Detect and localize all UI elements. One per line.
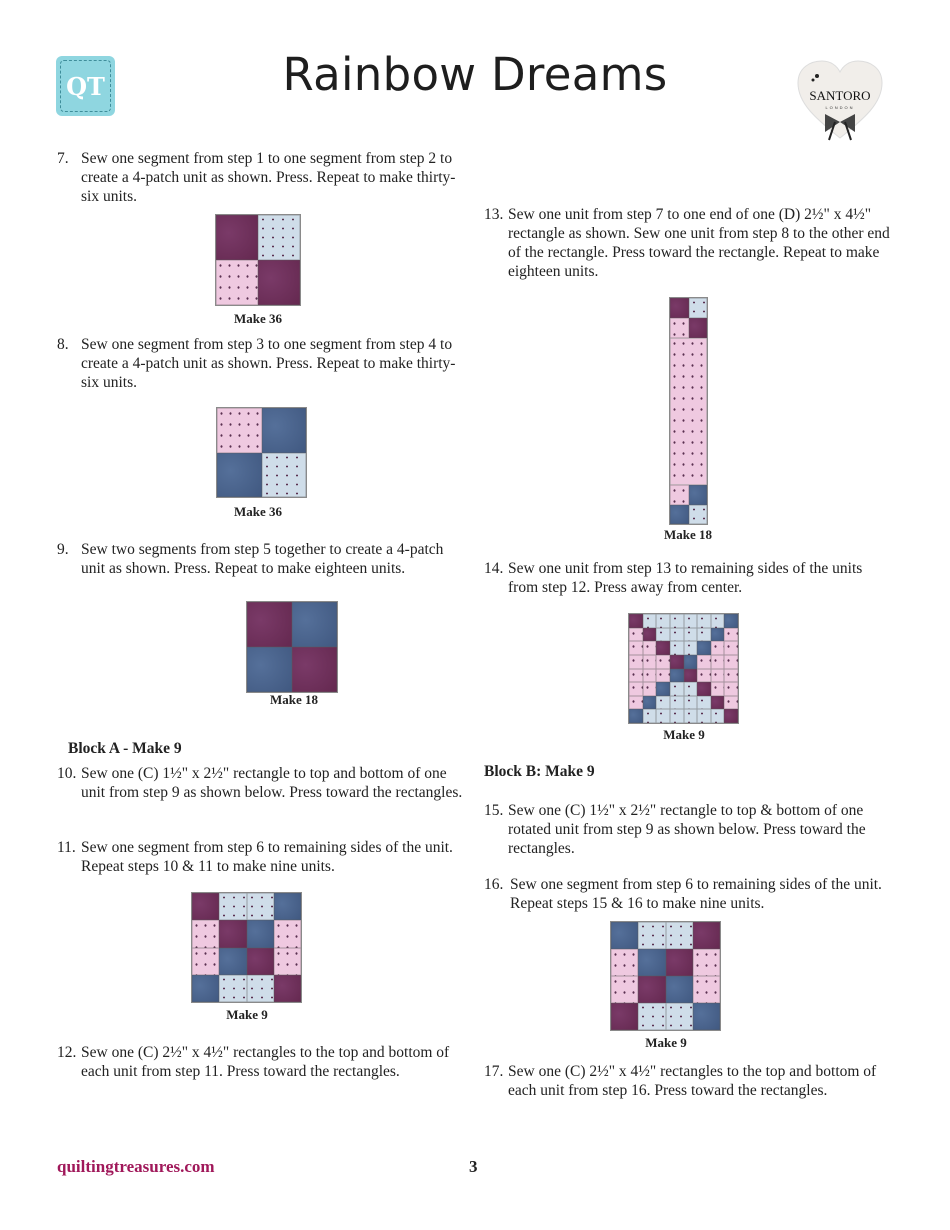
- pink-patch: [629, 682, 643, 696]
- blue-patch: [724, 614, 738, 628]
- blue-patch: [262, 408, 307, 453]
- pink-patch: [724, 655, 738, 669]
- light-blue-patch: [684, 696, 698, 710]
- purple-patch: [629, 614, 643, 628]
- block-a-finished-figure: [629, 614, 738, 723]
- blue-patch: [670, 505, 689, 525]
- light-blue-patch: [670, 696, 684, 710]
- pink-patch: [216, 260, 258, 305]
- blue-patch: [693, 1003, 720, 1030]
- pink-patch: [711, 655, 725, 669]
- four-patch-figure: [217, 408, 306, 497]
- blue-patch: [697, 641, 711, 655]
- light-blue-patch: [247, 975, 274, 1002]
- pink-patch: [724, 682, 738, 696]
- purple-patch: [611, 1003, 638, 1030]
- page-number: 3: [469, 1157, 478, 1176]
- purple-patch: [670, 298, 689, 318]
- light-blue-patch: [656, 628, 670, 642]
- website-link[interactable]: quiltingtreasures.com: [57, 1157, 215, 1176]
- light-blue-patch: [689, 505, 708, 525]
- light-blue-patch: [247, 893, 274, 920]
- pink-patch: [711, 669, 725, 683]
- purple-patch: [689, 318, 708, 338]
- light-blue-patch: [670, 709, 684, 723]
- blue-patch: [247, 647, 292, 692]
- block-b-figure: [611, 922, 720, 1030]
- blue-patch: [219, 948, 246, 975]
- blue-patch: [711, 628, 725, 642]
- pink-patch: [629, 641, 643, 655]
- page-title: Rainbow Dreams: [282, 48, 668, 101]
- light-blue-patch: [711, 614, 725, 628]
- light-blue-patch: [670, 614, 684, 628]
- blue-patch: [638, 949, 665, 976]
- step-7: 7. Sew one segment from step 1 to one segment from step 2 to create a 4-patch unit as shown. Press. Repeat to make thirty-six units.: [57, 150, 456, 205]
- blue-patch: [629, 709, 643, 723]
- pink-patch: [697, 655, 711, 669]
- pink-patch: [697, 669, 711, 683]
- pink-patch: [629, 655, 643, 669]
- pink-patch: [711, 682, 725, 696]
- light-blue-patch: [684, 641, 698, 655]
- step-14: 14. Sew one unit from step 13 to remaining sides of the units from step 12. Press away from center.: [484, 560, 863, 596]
- light-blue-patch: [670, 628, 684, 642]
- light-blue-patch: [684, 614, 698, 628]
- blue-patch: [670, 669, 684, 683]
- step-11: 11. Sew one segment from step 6 to remaining sides of the unit. Repeat steps 10 & 11 to make nine units.: [57, 839, 453, 875]
- pink-patch: [274, 948, 301, 975]
- pink-patch: [724, 628, 738, 642]
- blue-patch: [643, 696, 657, 710]
- pink-patch: [724, 641, 738, 655]
- light-blue-patch: [262, 453, 307, 498]
- light-blue-patch: [684, 709, 698, 723]
- pink-patch: [192, 948, 219, 975]
- light-blue-patch: [697, 628, 711, 642]
- blue-patch: [666, 976, 693, 1003]
- pink-patch: [656, 655, 670, 669]
- pink-patch: [611, 949, 638, 976]
- light-blue-patch: [697, 709, 711, 723]
- light-blue-patch: [689, 298, 708, 318]
- pink-patch: [670, 318, 689, 338]
- svg-text:SANTORO: SANTORO: [809, 88, 871, 103]
- pink-patch: [611, 976, 638, 1003]
- light-blue-patch: [684, 628, 698, 642]
- blue-patch: [247, 920, 274, 947]
- blue-patch: [689, 485, 708, 505]
- purple-patch: [724, 709, 738, 723]
- purple-patch: [656, 641, 670, 655]
- caption: Make 18: [663, 527, 713, 542]
- santoro-logo: [795, 58, 885, 143]
- qt-logo: QT: [56, 56, 115, 116]
- caption: Make 9: [663, 727, 705, 742]
- pink-patch: [192, 920, 219, 947]
- purple-patch: [693, 922, 720, 949]
- light-blue-patch: [638, 922, 665, 949]
- pink-patch: [693, 976, 720, 1003]
- purple-patch: [274, 975, 301, 1002]
- step-16: 16. Sew one segment from step 6 to remaining sides of the unit. Repeat steps 15 & 16 to make nine units.: [484, 876, 882, 912]
- purple-patch: [697, 682, 711, 696]
- svg-text:LONDON: LONDON: [825, 105, 855, 110]
- pink-patch: [693, 949, 720, 976]
- pink-patch: [217, 408, 262, 453]
- step-12: 12. Sew one (C) 2½" x 4½" rectangles to the top and bottom of each unit from step 11. Press toward the rectangles.: [57, 1044, 450, 1080]
- blue-patch: [684, 655, 698, 669]
- purple-patch: [258, 260, 300, 305]
- light-blue-patch: [638, 1003, 665, 1030]
- purple-patch: [670, 655, 684, 669]
- pink-patch: [711, 641, 725, 655]
- caption: Make 36: [233, 311, 283, 326]
- pink-patch: [629, 696, 643, 710]
- block-a-heading: Block A - Make 9: [68, 740, 182, 757]
- blue-patch: [274, 893, 301, 920]
- caption: Make 18: [269, 692, 319, 707]
- light-blue-patch: [670, 641, 684, 655]
- pink-patch: [724, 669, 738, 683]
- light-blue-patch: [697, 614, 711, 628]
- purple-patch: [292, 647, 337, 692]
- four-patch-figure: [216, 215, 300, 305]
- step-8: 8. Sew one segment from step 3 to one segment from step 4 to create a 4-patch unit as shown. Press. Repeat to make thirty-six units.: [57, 336, 456, 391]
- pink-patch: [643, 682, 657, 696]
- purple-patch: [711, 696, 725, 710]
- purple-patch: [247, 602, 292, 647]
- pink-patch: [643, 669, 657, 683]
- pink-patch: [656, 669, 670, 683]
- light-blue-patch: [656, 614, 670, 628]
- light-blue-patch: [643, 709, 657, 723]
- light-blue-patch: [684, 682, 698, 696]
- blue-patch: [611, 922, 638, 949]
- purple-patch: [643, 628, 657, 642]
- blue-patch: [292, 602, 337, 647]
- block-a-figure: [192, 893, 301, 1002]
- step-15: 15. Sew one (C) 1½" x 2½" rectangle to top & bottom of one rotated unit from step 9 as shown below. Press toward the rectangles.: [484, 802, 866, 857]
- light-blue-patch: [643, 614, 657, 628]
- caption: Make 36: [233, 504, 283, 519]
- light-blue-patch: [666, 922, 693, 949]
- pink-patch: [670, 485, 689, 505]
- light-blue-patch: [666, 1003, 693, 1030]
- step-10: 10. Sew one (C) 1½" x 2½" rectangle to top and bottom of one unit from step 9 as shown below. Press toward the rectangles.: [57, 765, 463, 801]
- light-blue-patch: [656, 696, 670, 710]
- light-blue-patch: [219, 893, 246, 920]
- pink-patch: [274, 920, 301, 947]
- light-blue-patch: [711, 709, 725, 723]
- purple-patch: [638, 976, 665, 1003]
- blue-patch: [656, 682, 670, 696]
- light-blue-patch: [219, 975, 246, 1002]
- light-blue-patch: [656, 709, 670, 723]
- pink-patch: [724, 696, 738, 710]
- four-patch-figure: [247, 602, 337, 692]
- light-blue-patch: [697, 696, 711, 710]
- blue-patch: [217, 453, 262, 498]
- purple-patch: [684, 669, 698, 683]
- step-9: 9. Sew two segments from step 5 together to create a 4-patch unit as shown. Press. Repeat to make eighteen units.: [57, 541, 444, 577]
- light-blue-patch: [258, 215, 300, 260]
- purple-patch: [216, 215, 258, 260]
- purple-patch: [666, 949, 693, 976]
- blue-patch: [192, 975, 219, 1002]
- light-blue-patch: [670, 682, 684, 696]
- caption: Make 9: [226, 1007, 268, 1022]
- step-17: 17. Sew one (C) 2½" x 4½" rectangles to the top and bottom of each unit from step 16. Press toward the rectangles.: [484, 1063, 877, 1099]
- caption: Make 9: [645, 1035, 687, 1050]
- block-b-heading: Block B: Make 9: [484, 763, 595, 780]
- step-13: 13. Sew one unit from step 7 to one end of one (D) 2½" x 4½" rectangle as shown. Sew one unit from step 8 to the other end of the rectangle. Press toward the rectangle. Repeat to make eighteen units.: [484, 206, 890, 280]
- strip-figure: [670, 298, 707, 524]
- pink-patch: [629, 669, 643, 683]
- pink-patch: [643, 641, 657, 655]
- purple-patch: [219, 920, 246, 947]
- pink-patch: [629, 628, 643, 642]
- purple-patch: [247, 948, 274, 975]
- pink-patch: [643, 655, 657, 669]
- purple-patch: [192, 893, 219, 920]
